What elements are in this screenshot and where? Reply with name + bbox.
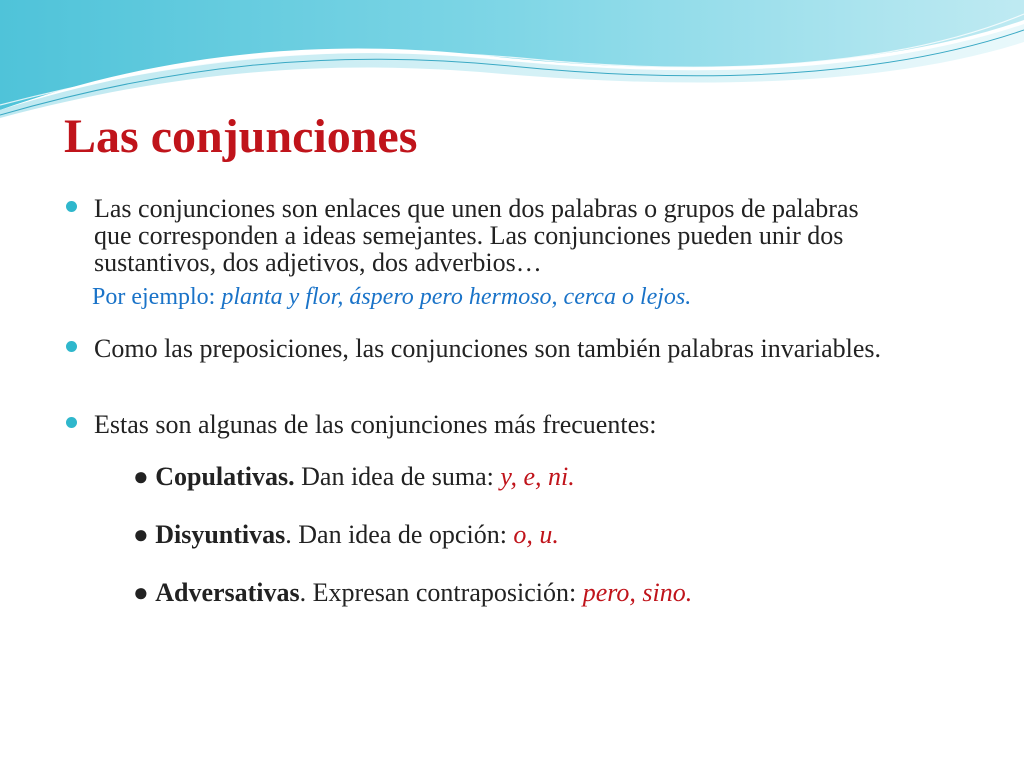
bullet-item [94, 411, 894, 438]
type-examples: y, e, ni. [500, 462, 575, 491]
conjunction-type-disyuntivas [133, 520, 559, 550]
sub-bullet-icon: ● [133, 462, 156, 491]
sub-bullet-icon: ● [133, 578, 156, 607]
bullet-text: Las conjunciones son enlaces que unen dos palabras o grupos de palabras que corresponden a ideas semejantes. Las conjunciones pueden unir dos sustantivos, dos adjetivos, dos adverbios… [94, 194, 859, 277]
sub-bullet-icon: ● [133, 520, 156, 549]
type-description: Dan idea de suma: [294, 462, 501, 491]
example-label: Por ejemplo: [92, 284, 222, 310]
bullet-dot-icon [66, 201, 77, 212]
type-description: . Expresan contraposición: [299, 578, 583, 607]
bullet-dot-icon [66, 341, 77, 352]
type-description: . Dan idea de opción: [285, 520, 514, 549]
bullet-dot-icon [66, 417, 77, 428]
example-words: planta y flor, áspero pero hermoso, cerca o lejos. [221, 284, 692, 310]
slide-title: Las conjunciones [64, 110, 418, 163]
bullet-item [94, 335, 894, 362]
type-examples: o, u. [513, 520, 559, 549]
type-examples: pero, sino. [582, 578, 693, 607]
conjunction-type-adversativas [133, 578, 692, 608]
type-name: Disyuntivas [155, 520, 286, 549]
type-name: Copulativas. [155, 462, 295, 491]
example-line [92, 284, 691, 311]
bullet-text: Estas son algunas de las conjunciones más frecuentes: [94, 410, 657, 439]
bullet-item [94, 195, 894, 276]
type-name: Adversativas [155, 578, 300, 607]
conjunction-type-copulativas [133, 462, 575, 492]
bullet-text: Como las preposiciones, las conjunciones son también palabras invariables. [94, 334, 882, 363]
